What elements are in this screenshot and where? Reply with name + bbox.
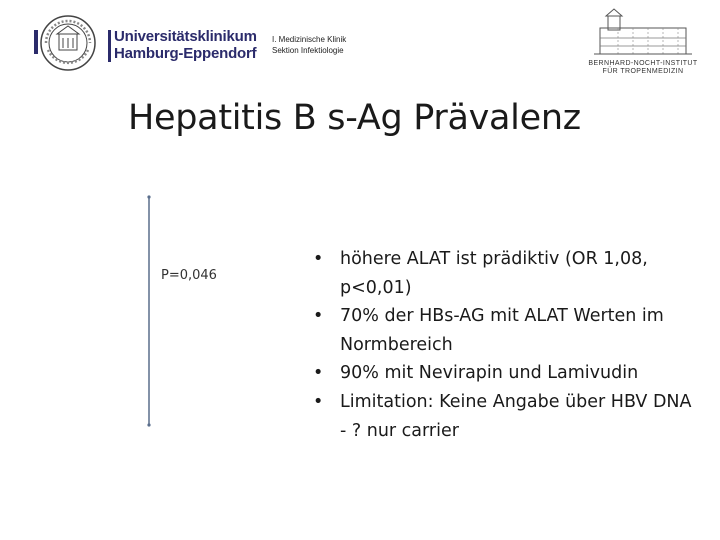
- p-value-label: P=0,046: [161, 268, 217, 283]
- uke-wordmark: [114, 28, 257, 62]
- bni-logo: [588, 8, 698, 80]
- bni-caption-line2: FÜR TROPENMEDIZIN: [602, 68, 684, 75]
- bullet-text: Limitation: Keine Angabe über HBV DNA - ? nur carrier: [340, 391, 692, 441]
- uke-logo: [32, 14, 257, 72]
- bullet-dot: •: [313, 363, 324, 384]
- bullet-text: 70% der HBs-AG mit ALAT Werten im Normbereich: [340, 306, 664, 355]
- institute-building-icon: [588, 8, 698, 58]
- uke-name-line1: Universitätsklinikum: [114, 28, 257, 45]
- bullet-item: [313, 359, 693, 388]
- clinic-line2: Sektion Infektiologie: [272, 46, 344, 55]
- bullet-dot: •: [313, 249, 324, 269]
- bullet-text: 90% mit Nevirapin und Lamivudin: [340, 363, 639, 384]
- slide-title: Hepatitis B s-Ag Prävalenz: [128, 98, 581, 138]
- bullet-list: [313, 245, 693, 445]
- bullet-dot: •: [313, 306, 324, 327]
- bni-caption: [588, 60, 698, 76]
- uke-name-line2: Hamburg-Eppendorf: [114, 45, 257, 62]
- bullet-item: [313, 302, 693, 359]
- bullet-text: höhere ALAT ist prädiktiv (OR 1,08, p<0,01): [340, 249, 648, 298]
- uke-logo-bar: [108, 30, 111, 62]
- bracket-line: [146, 195, 152, 427]
- bni-caption-line1: BERNHARD-NOCHT-INSTITUT: [588, 60, 698, 67]
- clinic-info: [272, 34, 346, 56]
- clinic-line1: I. Medizinische Klinik: [272, 35, 347, 44]
- university-seal-icon: [32, 14, 102, 72]
- bullet-dot: •: [313, 391, 324, 412]
- bullet-item: [313, 245, 693, 302]
- bullet-item: [313, 388, 693, 445]
- slide-header: [0, 0, 720, 90]
